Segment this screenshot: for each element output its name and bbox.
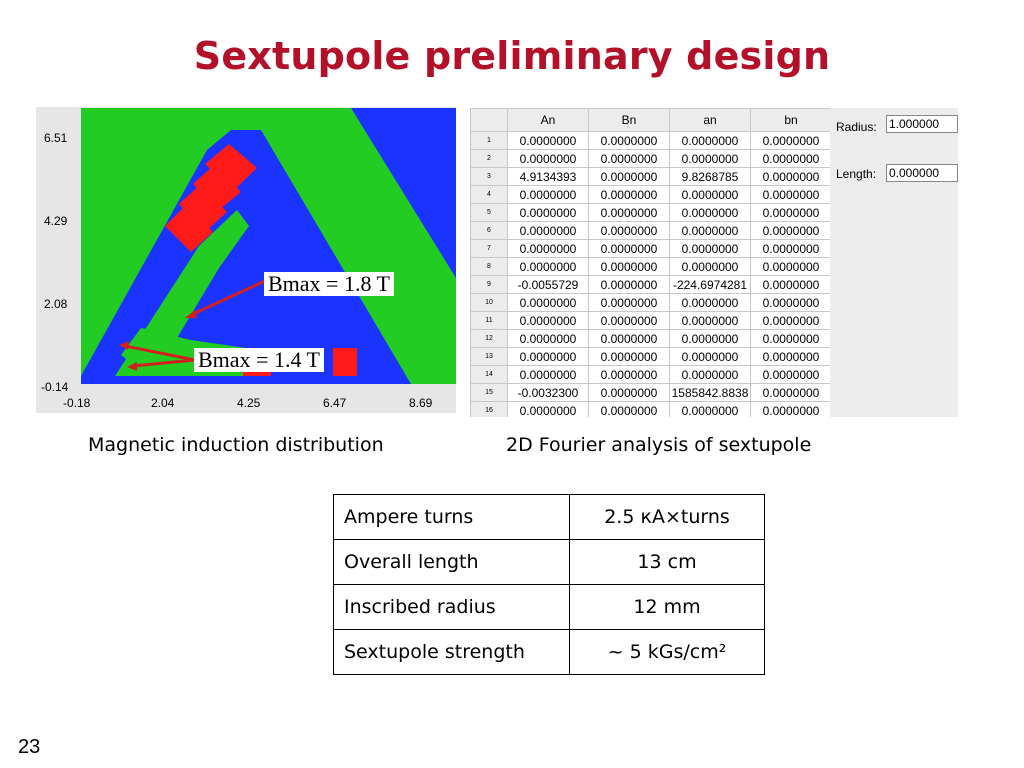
row-index: 4 <box>471 186 508 204</box>
table-cell: -0.0055729 <box>508 276 589 294</box>
table-row <box>471 168 832 186</box>
table-cell: 0.0000000 <box>751 312 832 330</box>
bmax-annotation-1: Bmax = 1.8 T <box>264 272 394 296</box>
slide-title: Sextupole preliminary design <box>193 34 831 78</box>
table-cell: 0.0000000 <box>589 348 670 366</box>
table-cell: 0.0000000 <box>670 258 751 276</box>
table-cell: 0.0000000 <box>670 330 751 348</box>
table-cell: 0.0000000 <box>751 204 832 222</box>
length-field[interactable]: 0.000000 <box>886 164 958 182</box>
table-row <box>334 630 765 675</box>
parameter-name: Inscribed radius <box>334 585 570 630</box>
table-cell: 0.0000000 <box>751 384 832 402</box>
table-cell: 0.0000000 <box>589 294 670 312</box>
row-index: 16 <box>471 402 508 418</box>
radius-field[interactable]: 1.000000 <box>886 115 958 133</box>
table-cell: 0.0000000 <box>589 204 670 222</box>
table-cell: -224.6974281 <box>670 276 751 294</box>
table-cell: 0.0000000 <box>589 258 670 276</box>
table-cell: 0.0000000 <box>589 168 670 186</box>
table-cell: 0.0000000 <box>670 150 751 168</box>
table-cell: 0.0000000 <box>508 330 589 348</box>
table-row <box>471 186 832 204</box>
table-row <box>471 258 832 276</box>
table-cell: 0.0000000 <box>508 240 589 258</box>
table-cell: 0.0000000 <box>751 168 832 186</box>
parameter-value: 2.5 кA×turns <box>570 495 765 540</box>
row-index: 6 <box>471 222 508 240</box>
table-row <box>471 312 832 330</box>
table-cell: 0.0000000 <box>589 402 670 418</box>
column-header: an <box>670 109 751 132</box>
table-cell: 0.0000000 <box>751 348 832 366</box>
table-cell: 0.0000000 <box>508 312 589 330</box>
table-cell: 0.0000000 <box>670 222 751 240</box>
y-tick-label: 4.29 <box>44 214 68 228</box>
field-map-svg <box>81 108 456 384</box>
table-cell: 0.0000000 <box>670 240 751 258</box>
radius-label: Radius: <box>836 120 877 134</box>
y-tick-label: 2.08 <box>44 297 68 311</box>
table-cell: 0.0000000 <box>751 276 832 294</box>
row-index: 7 <box>471 240 508 258</box>
y-tick-label: -0.14 <box>41 380 69 394</box>
row-index: 12 <box>471 330 508 348</box>
fourier-panel <box>470 108 958 417</box>
table-cell: 0.0000000 <box>751 294 832 312</box>
table-row <box>471 366 832 384</box>
table-cell: 0.0000000 <box>670 204 751 222</box>
fourier-caption: 2D Fourier analysis of sextupole <box>506 434 812 456</box>
coil-bottom-c <box>333 348 357 376</box>
table-cell: 0.0000000 <box>589 276 670 294</box>
table-cell: 0.0000000 <box>589 312 670 330</box>
table-cell: 0.0000000 <box>751 132 832 150</box>
parameter-name: Overall length <box>334 540 570 585</box>
table-cell: 0.0000000 <box>589 366 670 384</box>
column-header: bn <box>751 109 832 132</box>
x-tick-label: 6.47 <box>323 396 347 410</box>
table-cell: 0.0000000 <box>508 402 589 418</box>
table-cell: 0.0000000 <box>751 150 832 168</box>
row-index: 11 <box>471 312 508 330</box>
table-cell: 0.0000000 <box>589 222 670 240</box>
length-label: Length: <box>836 167 877 181</box>
parameter-value: ~ 5 kGs/cm² <box>570 630 765 675</box>
table-row <box>471 294 832 312</box>
bmax-annotation-2: Bmax = 1.4 T <box>194 348 324 372</box>
table-row <box>334 540 765 585</box>
table-cell: 0.0000000 <box>508 222 589 240</box>
row-index: 10 <box>471 294 508 312</box>
table-row <box>471 384 832 402</box>
row-index: 13 <box>471 348 508 366</box>
table-cell: 0.0000000 <box>670 402 751 418</box>
table-cell: 0.0000000 <box>589 186 670 204</box>
table-cell: 0.0000000 <box>589 330 670 348</box>
field-map-plot <box>81 108 456 384</box>
column-header: Bn <box>589 109 670 132</box>
row-index: 1 <box>471 132 508 150</box>
table-cell: 0.0000000 <box>670 366 751 384</box>
table-row <box>334 495 765 540</box>
table-row <box>334 585 765 630</box>
fourier-side-panel <box>830 108 958 417</box>
row-index: 2 <box>471 150 508 168</box>
table-cell: 0.0000000 <box>670 132 751 150</box>
table-cell: 0.0000000 <box>751 186 832 204</box>
x-tick-label: 4.25 <box>237 396 261 410</box>
row-index: 14 <box>471 366 508 384</box>
table-row <box>471 402 832 418</box>
table-cell: 0.0000000 <box>670 186 751 204</box>
table-cell: 0.0000000 <box>751 330 832 348</box>
table-cell: 0.0000000 <box>670 294 751 312</box>
row-index: 3 <box>471 168 508 186</box>
table-cell: 0.0000000 <box>670 348 751 366</box>
table-cell: 0.0000000 <box>508 186 589 204</box>
table-cell: 0.0000000 <box>508 366 589 384</box>
table-cell: 0.0000000 <box>589 384 670 402</box>
table-row <box>471 222 832 240</box>
row-index-header <box>471 109 508 132</box>
slide-number: 23 <box>18 736 41 758</box>
table-cell: 0.0000000 <box>508 348 589 366</box>
row-index: 15 <box>471 384 508 402</box>
table-cell: 0.0000000 <box>589 240 670 258</box>
parameter-name: Ampere turns <box>334 495 570 540</box>
table-cell: 0.0000000 <box>508 132 589 150</box>
table-cell: 4.9134393 <box>508 168 589 186</box>
x-tick-label: 8.69 <box>409 396 433 410</box>
row-index: 9 <box>471 276 508 294</box>
row-index: 5 <box>471 204 508 222</box>
x-tick-label: 2.04 <box>151 396 175 410</box>
table-cell: 0.0000000 <box>751 402 832 418</box>
table-row <box>471 276 832 294</box>
table-cell: 0.0000000 <box>508 294 589 312</box>
fourier-table <box>470 108 832 417</box>
table-row <box>471 204 832 222</box>
table-cell: 0.0000000 <box>508 204 589 222</box>
table-cell: 0.0000000 <box>670 312 751 330</box>
table-cell: -0.0032300 <box>508 384 589 402</box>
table-cell: 0.0000000 <box>508 258 589 276</box>
row-index: 8 <box>471 258 508 276</box>
table-row <box>471 132 832 150</box>
table-cell: 0.0000000 <box>508 150 589 168</box>
y-tick-label: 6.51 <box>44 131 68 145</box>
table-cell: 9.8268785 <box>670 168 751 186</box>
field-map-caption: Magnetic induction distribution <box>88 434 384 456</box>
table-row <box>471 240 832 258</box>
column-header: An <box>508 109 589 132</box>
table-cell: 0.0000000 <box>751 366 832 384</box>
x-tick-label: -0.18 <box>63 396 91 410</box>
table-cell: 0.0000000 <box>589 150 670 168</box>
parameter-name: Sextupole strength <box>334 630 570 675</box>
table-row <box>471 348 832 366</box>
fourier-table-body <box>471 132 832 418</box>
table-row <box>471 330 832 348</box>
table-cell: 1585842.8838 <box>670 384 751 402</box>
table-cell: 0.0000000 <box>751 258 832 276</box>
table-row <box>471 150 832 168</box>
parameters-table <box>333 494 765 675</box>
parameter-value: 12 mm <box>570 585 765 630</box>
table-cell: 0.0000000 <box>589 132 670 150</box>
parameter-value: 13 cm <box>570 540 765 585</box>
table-cell: 0.0000000 <box>751 240 832 258</box>
table-cell: 0.0000000 <box>751 222 832 240</box>
